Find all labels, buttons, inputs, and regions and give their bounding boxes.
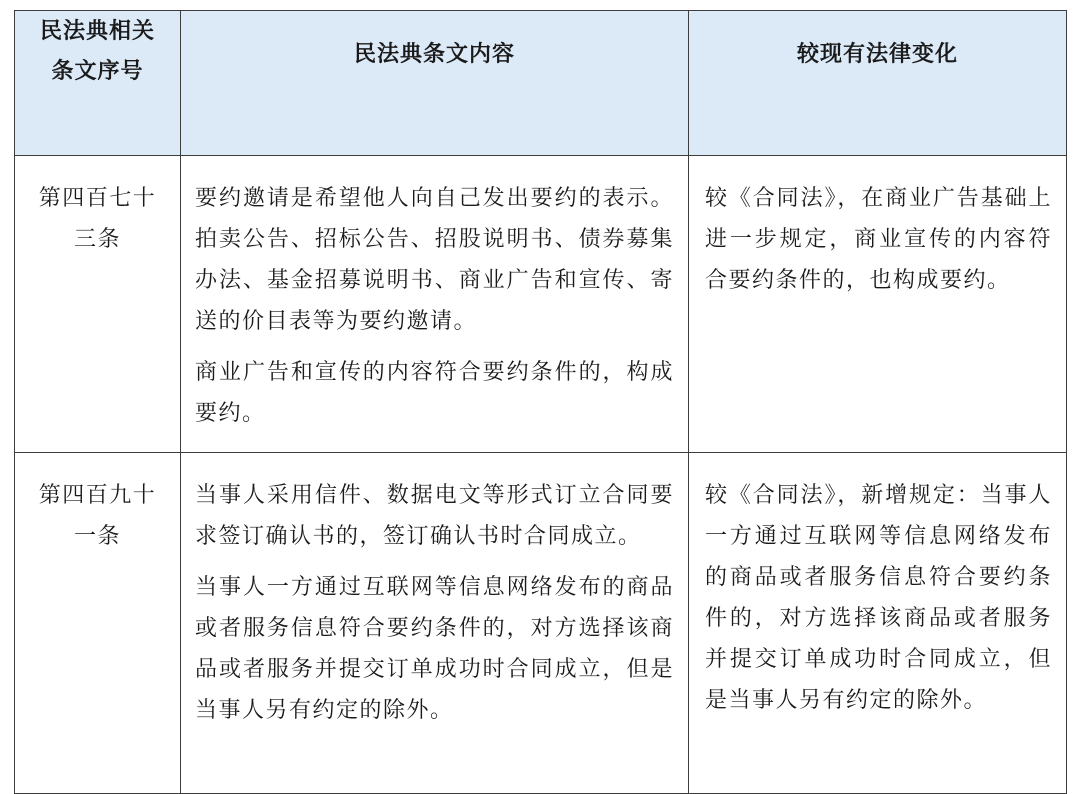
- article-content-paragraph: 要约邀请是希望他人向自己发出要约的表示。拍卖公告、招标公告、招股说明书、债券募集办法、基金招募说明书、商业广告和宣传、寄送的价目表等为要约邀请。: [195, 186, 674, 334]
- table-body: [15, 156, 1067, 794]
- legal-change-text: 较《合同法》，在商业广告基础上进一步规定，商业宣传的内容符合要约条件的，也构成要约。: [705, 186, 1052, 293]
- article-content-paragraph: 当事人采用信件、数据电文等形式订立合同要求签订确认书的，签订确认书时合同成立。: [195, 483, 674, 549]
- table-row: [15, 453, 1067, 794]
- article-number-line2: 三条: [73, 227, 121, 252]
- article-content-cell: [181, 156, 689, 453]
- table-row: [15, 156, 1067, 453]
- article-content-paragraph: 商业广告和宣传的内容符合要约条件的，构成要约。: [195, 360, 674, 426]
- legal-change-cell: [689, 156, 1067, 453]
- header-article-number-line1: 民法典相关: [39, 18, 155, 44]
- article-content-cell: [181, 453, 689, 794]
- header-article-number-line2: 条文序号: [51, 58, 144, 84]
- table-header: [15, 11, 1067, 156]
- header-legal-changes: 较现有法律变化: [689, 11, 1067, 156]
- legal-change-cell: [689, 453, 1067, 794]
- header-article-content: 民法典条文内容: [181, 11, 689, 156]
- civil-code-comparison-table: [14, 10, 1067, 794]
- header-row: [15, 11, 1067, 156]
- article-number-line2: 一条: [73, 524, 121, 549]
- article-content-paragraph: 当事人一方通过互联网等信息网络发布的商品或者服务信息符合要约条件的，对方选择该商品或者服务并提交订单成功时合同成立，但是当事人另有约定的除外。: [195, 575, 674, 723]
- article-number-cell: [15, 453, 181, 794]
- legal-change-text: 较《合同法》，新增规定：当事人一方通过互联网等信息网络发布的商品或者服务信息符合要约条件的，对方选择该商品或者服务并提交订单成功时合同成立，但是当事人另有约定的除外。: [705, 483, 1052, 713]
- article-number-line1: 第四百九十: [38, 483, 157, 508]
- article-number-line1: 第四百七十: [38, 186, 157, 211]
- header-article-number: [15, 11, 181, 156]
- article-number-cell: [15, 156, 181, 453]
